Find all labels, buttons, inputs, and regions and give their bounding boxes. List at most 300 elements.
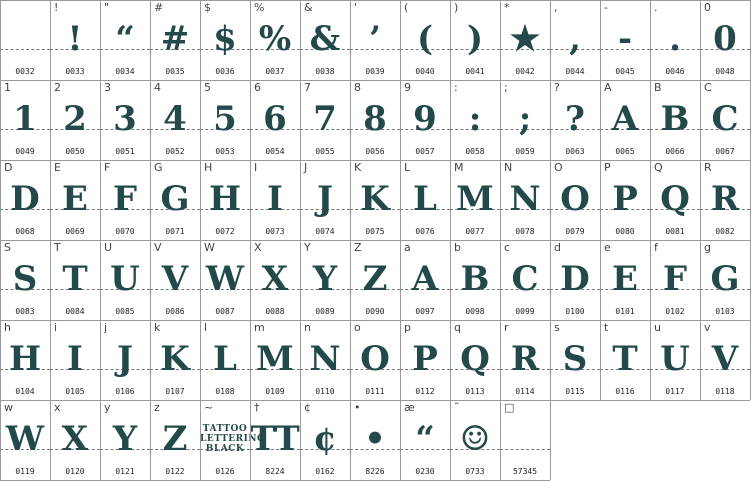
glyph-cell[interactable] bbox=[300, 80, 350, 160]
char-label: b bbox=[454, 241, 461, 254]
glyph-cell[interactable] bbox=[150, 0, 200, 80]
glyph-cell[interactable] bbox=[200, 400, 266, 480]
glyph-preview: V bbox=[711, 339, 739, 379]
glyph-cell[interactable] bbox=[400, 240, 450, 320]
char-code: 0046 bbox=[665, 67, 685, 76]
char-label: * bbox=[504, 1, 510, 14]
grid-divider bbox=[700, 0, 701, 400]
char-label: J bbox=[304, 161, 308, 174]
char-code: 0077 bbox=[465, 227, 485, 236]
char-code: 0083 bbox=[15, 307, 35, 316]
glyph-preview: P bbox=[612, 179, 638, 219]
glyph-cell[interactable] bbox=[700, 320, 750, 400]
char-label: , bbox=[554, 1, 558, 14]
glyph-preview: 2 bbox=[63, 99, 87, 139]
glyph-cell[interactable] bbox=[350, 320, 400, 400]
char-code: 0041 bbox=[465, 67, 485, 76]
char-code: 0097 bbox=[415, 307, 435, 316]
glyph-preview: ? bbox=[565, 99, 585, 139]
glyph-preview: G bbox=[710, 259, 740, 299]
char-code: 0065 bbox=[615, 147, 635, 156]
glyph-cell[interactable] bbox=[250, 240, 300, 320]
char-code: 0057 bbox=[415, 147, 435, 156]
char-label: A bbox=[604, 81, 612, 94]
char-code: 0033 bbox=[65, 67, 85, 76]
char-code: 0111 bbox=[365, 387, 385, 396]
char-label: a bbox=[404, 241, 411, 254]
char-label: N bbox=[504, 161, 513, 174]
char-code: 0108 bbox=[215, 387, 235, 396]
char-label: R bbox=[704, 161, 712, 174]
char-code: 0035 bbox=[165, 67, 185, 76]
glyph-cell[interactable] bbox=[300, 160, 350, 240]
glyph-cell[interactable] bbox=[400, 320, 450, 400]
char-code: 0059 bbox=[515, 147, 535, 156]
char-label: r bbox=[504, 321, 509, 334]
char-label: ¢ bbox=[304, 401, 311, 414]
glyph-cell[interactable] bbox=[50, 400, 100, 480]
char-code: 0069 bbox=[65, 227, 85, 236]
char-label: G bbox=[154, 161, 163, 174]
glyph-cell[interactable] bbox=[700, 0, 750, 80]
grid-divider bbox=[650, 0, 651, 400]
glyph-preview: F bbox=[662, 259, 688, 299]
char-label: ! bbox=[54, 1, 59, 14]
glyph-cell[interactable] bbox=[450, 240, 500, 320]
char-label: ˜ bbox=[454, 401, 460, 414]
glyph-cell[interactable] bbox=[450, 80, 500, 160]
char-code: 0039 bbox=[365, 67, 385, 76]
char-label: w bbox=[4, 401, 13, 414]
char-code: 0084 bbox=[65, 307, 85, 316]
glyph-cell[interactable] bbox=[100, 160, 150, 240]
glyph-preview: . bbox=[669, 19, 681, 59]
glyph-cell[interactable] bbox=[600, 320, 650, 400]
glyph-preview: T bbox=[62, 259, 88, 299]
char-code: 0044 bbox=[565, 67, 585, 76]
char-label: y bbox=[104, 401, 111, 414]
face-icon: ☺ bbox=[459, 419, 491, 459]
char-label: # bbox=[154, 1, 164, 14]
glyph-cell[interactable] bbox=[450, 160, 500, 240]
char-label: 3 bbox=[104, 81, 111, 94]
char-code: 0071 bbox=[165, 227, 185, 236]
char-code: 0113 bbox=[465, 387, 485, 396]
glyph-cell[interactable] bbox=[600, 160, 650, 240]
grid-divider bbox=[0, 320, 750, 321]
char-label: P bbox=[604, 161, 611, 174]
glyph-cell[interactable] bbox=[200, 320, 250, 400]
char-label: l bbox=[204, 321, 208, 334]
glyph-cell[interactable] bbox=[650, 160, 700, 240]
glyph-cell[interactable] bbox=[150, 320, 200, 400]
char-label: □ bbox=[504, 401, 515, 414]
char-label: - bbox=[604, 1, 608, 14]
glyph-preview: D bbox=[560, 259, 590, 299]
glyph-cell[interactable] bbox=[650, 0, 700, 80]
char-code: 0075 bbox=[365, 227, 385, 236]
glyph-preview: TT bbox=[250, 419, 300, 459]
glyph-preview: 9 bbox=[413, 99, 437, 139]
glyph-cell[interactable] bbox=[600, 240, 650, 320]
char-code: 0045 bbox=[615, 67, 635, 76]
glyph-preview: A bbox=[411, 259, 439, 299]
glyph-preview: O bbox=[360, 339, 390, 379]
char-code: 0088 bbox=[265, 307, 285, 316]
char-label: M bbox=[454, 161, 464, 174]
glyph-cell[interactable] bbox=[250, 320, 300, 400]
glyph-cell[interactable] bbox=[50, 160, 100, 240]
char-label: S bbox=[4, 241, 11, 254]
char-label: " bbox=[104, 1, 110, 14]
glyph-preview: P bbox=[412, 339, 438, 379]
glyph-cell[interactable] bbox=[700, 240, 750, 320]
glyph-preview: H bbox=[8, 339, 42, 379]
glyph-preview: Z bbox=[162, 419, 188, 459]
glyph-cell[interactable] bbox=[500, 320, 550, 400]
char-label: 2 bbox=[54, 81, 61, 94]
glyph-cell[interactable] bbox=[100, 400, 150, 480]
char-label: f bbox=[654, 241, 658, 254]
char-code: 0078 bbox=[515, 227, 535, 236]
grid-divider bbox=[600, 0, 601, 400]
char-label: . bbox=[654, 1, 658, 14]
char-code: 0036 bbox=[215, 67, 235, 76]
glyph-cell[interactable] bbox=[450, 400, 500, 480]
glyph-preview: M bbox=[456, 179, 494, 219]
glyph-preview: 5 bbox=[213, 99, 237, 139]
char-code: 0126 bbox=[215, 467, 235, 476]
glyph-preview: T bbox=[612, 339, 638, 379]
char-code: 0090 bbox=[365, 307, 385, 316]
char-code: 0099 bbox=[515, 307, 535, 316]
char-code: 0100 bbox=[565, 307, 585, 316]
glyph-preview: “ bbox=[115, 19, 135, 59]
char-label: I bbox=[254, 161, 258, 174]
grid-divider bbox=[0, 80, 750, 81]
char-code: 8224 bbox=[265, 467, 285, 476]
glyph-cell[interactable] bbox=[350, 240, 400, 320]
glyph-preview: L bbox=[213, 339, 237, 379]
char-code: 0089 bbox=[315, 307, 335, 316]
glyph-preview: • bbox=[364, 419, 386, 459]
glyph-cell[interactable] bbox=[700, 80, 750, 160]
glyph-preview: Y bbox=[312, 259, 338, 299]
glyph-cell[interactable] bbox=[500, 240, 550, 320]
char-code: 0038 bbox=[315, 67, 335, 76]
glyph-cell[interactable] bbox=[150, 160, 200, 240]
glyph-cell[interactable] bbox=[350, 400, 400, 480]
glyph-preview: E bbox=[62, 179, 88, 219]
glyph-cell[interactable] bbox=[400, 400, 450, 480]
glyph-cell[interactable] bbox=[0, 80, 50, 160]
char-label: ~ bbox=[204, 401, 214, 414]
char-code: 0110 bbox=[315, 387, 335, 396]
glyph-cell[interactable] bbox=[50, 80, 100, 160]
glyph-preview: ) bbox=[466, 19, 484, 59]
glyph-cell[interactable] bbox=[450, 320, 500, 400]
glyph-preview: , bbox=[569, 19, 581, 59]
char-code: 0053 bbox=[215, 147, 235, 156]
char-code: 0119 bbox=[15, 467, 35, 476]
glyph-cell[interactable] bbox=[300, 400, 350, 480]
glyph-preview: 4 bbox=[163, 99, 187, 139]
char-label: o bbox=[354, 321, 361, 334]
glyph-preview: W bbox=[205, 259, 245, 299]
glyph-preview: % bbox=[258, 19, 292, 59]
char-label: 8 bbox=[354, 81, 361, 94]
glyph-preview: K bbox=[360, 179, 390, 219]
char-code: 0115 bbox=[565, 387, 585, 396]
glyph-cell[interactable] bbox=[200, 240, 250, 320]
char-code: 0072 bbox=[215, 227, 235, 236]
glyph-cell[interactable] bbox=[0, 160, 50, 240]
glyph-preview: A bbox=[611, 99, 639, 139]
char-code: 0055 bbox=[315, 147, 335, 156]
glyph-cell[interactable] bbox=[100, 80, 150, 160]
glyph-preview: 0 bbox=[713, 19, 737, 59]
glyph-cell[interactable] bbox=[550, 80, 600, 160]
char-label: 9 bbox=[404, 81, 411, 94]
glyph-cell[interactable] bbox=[500, 80, 550, 160]
char-label: W bbox=[204, 241, 215, 254]
glyph-cell[interactable] bbox=[150, 80, 200, 160]
glyph-preview: J bbox=[116, 339, 134, 379]
char-label: ; bbox=[504, 81, 508, 94]
glyph-preview: B bbox=[460, 259, 490, 299]
char-label: D bbox=[4, 161, 13, 174]
glyph-preview: U bbox=[660, 339, 690, 379]
char-label: H bbox=[204, 161, 213, 174]
glyph-cell[interactable] bbox=[50, 320, 100, 400]
char-label: O bbox=[554, 161, 563, 174]
glyph-preview: : bbox=[468, 99, 482, 139]
char-label: n bbox=[304, 321, 311, 334]
char-code: 0067 bbox=[715, 147, 735, 156]
char-code: 0058 bbox=[465, 147, 485, 156]
char-label: Q bbox=[654, 161, 663, 174]
glyph-cell[interactable] bbox=[250, 0, 300, 80]
char-label: X bbox=[254, 241, 262, 254]
char-code: 0106 bbox=[115, 387, 135, 396]
glyph-cell[interactable] bbox=[450, 0, 500, 80]
glyph-preview: D bbox=[10, 179, 40, 219]
char-code: 0037 bbox=[265, 67, 285, 76]
glyph-cell[interactable] bbox=[100, 240, 150, 320]
char-label: e bbox=[604, 241, 611, 254]
glyph-cell[interactable] bbox=[400, 0, 450, 80]
char-label: v bbox=[704, 321, 711, 334]
char-code: 0068 bbox=[15, 227, 35, 236]
glyph-preview: Q bbox=[460, 339, 490, 379]
glyph-preview: G bbox=[160, 179, 190, 219]
glyph-preview: S bbox=[562, 339, 588, 379]
glyph-cell[interactable] bbox=[500, 160, 550, 240]
glyph-preview: 8 bbox=[363, 99, 387, 139]
char-label: V bbox=[154, 241, 162, 254]
glyph-preview: L bbox=[413, 179, 437, 219]
char-code: 0052 bbox=[165, 147, 185, 156]
glyph-preview: W bbox=[5, 419, 45, 459]
char-code: 0063 bbox=[565, 147, 585, 156]
char-code: 0122 bbox=[165, 467, 185, 476]
glyph-cell[interactable] bbox=[550, 240, 600, 320]
char-label: g bbox=[704, 241, 711, 254]
char-code: 0040 bbox=[415, 67, 435, 76]
char-label: c bbox=[504, 241, 511, 254]
glyph-preview: “ bbox=[415, 419, 435, 459]
glyph-preview: I bbox=[67, 339, 83, 379]
char-code: 0104 bbox=[15, 387, 35, 396]
char-label: % bbox=[254, 1, 265, 14]
char-label: ' bbox=[354, 1, 358, 14]
char-label: Y bbox=[304, 241, 311, 254]
char-label: B bbox=[654, 81, 662, 94]
glyph-preview: E bbox=[612, 259, 638, 299]
glyph-cell[interactable] bbox=[100, 0, 150, 80]
glyph-cell[interactable] bbox=[300, 240, 350, 320]
char-code: 0082 bbox=[715, 227, 735, 236]
glyph-cell[interactable] bbox=[0, 400, 50, 480]
glyph-preview: 6 bbox=[263, 99, 287, 139]
char-code: 0098 bbox=[465, 307, 485, 316]
char-label: u bbox=[654, 321, 661, 334]
char-code: 0116 bbox=[615, 387, 635, 396]
char-label: h bbox=[4, 321, 11, 334]
glyph-preview: # bbox=[160, 19, 190, 59]
glyph-cell[interactable] bbox=[250, 400, 300, 480]
char-code: 0042 bbox=[515, 67, 535, 76]
char-code: 0076 bbox=[415, 227, 435, 236]
glyph-cell[interactable] bbox=[650, 80, 700, 160]
glyph-cell[interactable] bbox=[350, 160, 400, 240]
char-code: 0056 bbox=[365, 147, 385, 156]
glyph-preview: I bbox=[267, 179, 283, 219]
char-code: 0105 bbox=[65, 387, 85, 396]
glyph-cell[interactable] bbox=[300, 320, 350, 400]
glyph-preview: X bbox=[261, 259, 289, 299]
char-code: 0080 bbox=[615, 227, 635, 236]
glyph-preview: K bbox=[160, 339, 190, 379]
glyph-preview: F bbox=[112, 179, 138, 219]
glyph-preview: N bbox=[509, 179, 541, 219]
glyph-preview: J bbox=[316, 179, 334, 219]
char-label: $ bbox=[204, 1, 211, 14]
glyph-preview: 1 bbox=[13, 99, 37, 139]
char-code: 0087 bbox=[215, 307, 235, 316]
glyph-cell[interactable] bbox=[150, 400, 200, 480]
grid-divider bbox=[0, 160, 750, 161]
char-label: i bbox=[54, 321, 58, 334]
glyph-preview: O bbox=[560, 179, 590, 219]
char-label: j bbox=[104, 321, 108, 334]
char-label: t bbox=[604, 321, 609, 334]
glyph-preview: R bbox=[710, 179, 740, 219]
glyph-cell[interactable] bbox=[350, 0, 400, 80]
glyph-preview: ’ bbox=[369, 19, 381, 59]
glyph-cell[interactable] bbox=[0, 240, 50, 320]
char-code: 0048 bbox=[715, 67, 735, 76]
glyph-cell[interactable] bbox=[400, 80, 450, 160]
char-label: & bbox=[304, 1, 313, 14]
glyph-preview: 7 bbox=[313, 99, 337, 139]
glyph-preview: ★ bbox=[509, 19, 541, 59]
glyph-preview: S bbox=[12, 259, 38, 299]
char-code: 0162 bbox=[315, 467, 335, 476]
char-label: p bbox=[404, 321, 411, 334]
glyph-preview: Q bbox=[660, 179, 690, 219]
glyph-cell[interactable] bbox=[0, 320, 50, 400]
glyph-preview: C bbox=[511, 259, 539, 299]
char-code: 0114 bbox=[515, 387, 535, 396]
char-label: † bbox=[254, 401, 260, 414]
glyph-cell[interactable] bbox=[550, 0, 600, 80]
char-label: Z bbox=[354, 241, 362, 254]
char-code: 0102 bbox=[665, 307, 685, 316]
glyph-preview: ¢ bbox=[313, 419, 337, 459]
char-code: 0070 bbox=[115, 227, 135, 236]
glyph-cell[interactable] bbox=[100, 320, 150, 400]
char-code: 0120 bbox=[65, 467, 85, 476]
glyph-cell[interactable] bbox=[250, 80, 300, 160]
char-code: 0073 bbox=[265, 227, 285, 236]
glyph-cell[interactable] bbox=[700, 160, 750, 240]
char-code: 0230 bbox=[415, 467, 435, 476]
char-label: x bbox=[54, 401, 61, 414]
char-code: 0101 bbox=[615, 307, 635, 316]
glyph-cell[interactable] bbox=[350, 80, 400, 160]
glyph-cell[interactable] bbox=[50, 240, 100, 320]
char-label: ( bbox=[404, 1, 409, 14]
char-code: 0034 bbox=[115, 67, 135, 76]
char-label: C bbox=[704, 81, 712, 94]
char-label: L bbox=[404, 161, 411, 174]
glyph-cell[interactable] bbox=[200, 80, 250, 160]
char-code: 0121 bbox=[115, 467, 135, 476]
char-code: 0032 bbox=[15, 67, 35, 76]
grid-divider bbox=[0, 0, 750, 1]
glyph-cell[interactable] bbox=[0, 0, 50, 80]
glyph-cell[interactable] bbox=[500, 0, 550, 80]
glyph-cell[interactable] bbox=[150, 240, 200, 320]
glyph-preview: X bbox=[61, 419, 89, 459]
char-label: 7 bbox=[304, 81, 311, 94]
char-label: q bbox=[454, 321, 461, 334]
tattoo-logo-glyph: TATTOO LETTERING BLACK bbox=[200, 424, 266, 454]
glyph-cell[interactable] bbox=[600, 0, 650, 80]
char-label: ? bbox=[554, 81, 560, 94]
glyph-cell[interactable] bbox=[400, 160, 450, 240]
char-label: 4 bbox=[154, 81, 161, 94]
glyph-cell[interactable] bbox=[650, 320, 700, 400]
char-code: 0074 bbox=[315, 227, 335, 236]
glyph-cell[interactable] bbox=[300, 0, 350, 80]
glyph-cell[interactable] bbox=[250, 160, 300, 240]
glyph-cell[interactable] bbox=[50, 0, 100, 80]
char-label: K bbox=[354, 161, 362, 174]
char-code: 0118 bbox=[715, 387, 735, 396]
glyph-cell[interactable] bbox=[200, 160, 250, 240]
grid-divider bbox=[0, 240, 750, 241]
glyph-cell[interactable] bbox=[500, 400, 550, 480]
char-label: E bbox=[54, 161, 61, 174]
glyph-cell[interactable] bbox=[650, 240, 700, 320]
glyph-cell[interactable] bbox=[550, 160, 600, 240]
glyph-cell[interactable] bbox=[550, 320, 600, 400]
glyph-cell[interactable] bbox=[600, 80, 650, 160]
char-code: 0117 bbox=[665, 387, 685, 396]
glyph-cell[interactable] bbox=[200, 0, 250, 80]
